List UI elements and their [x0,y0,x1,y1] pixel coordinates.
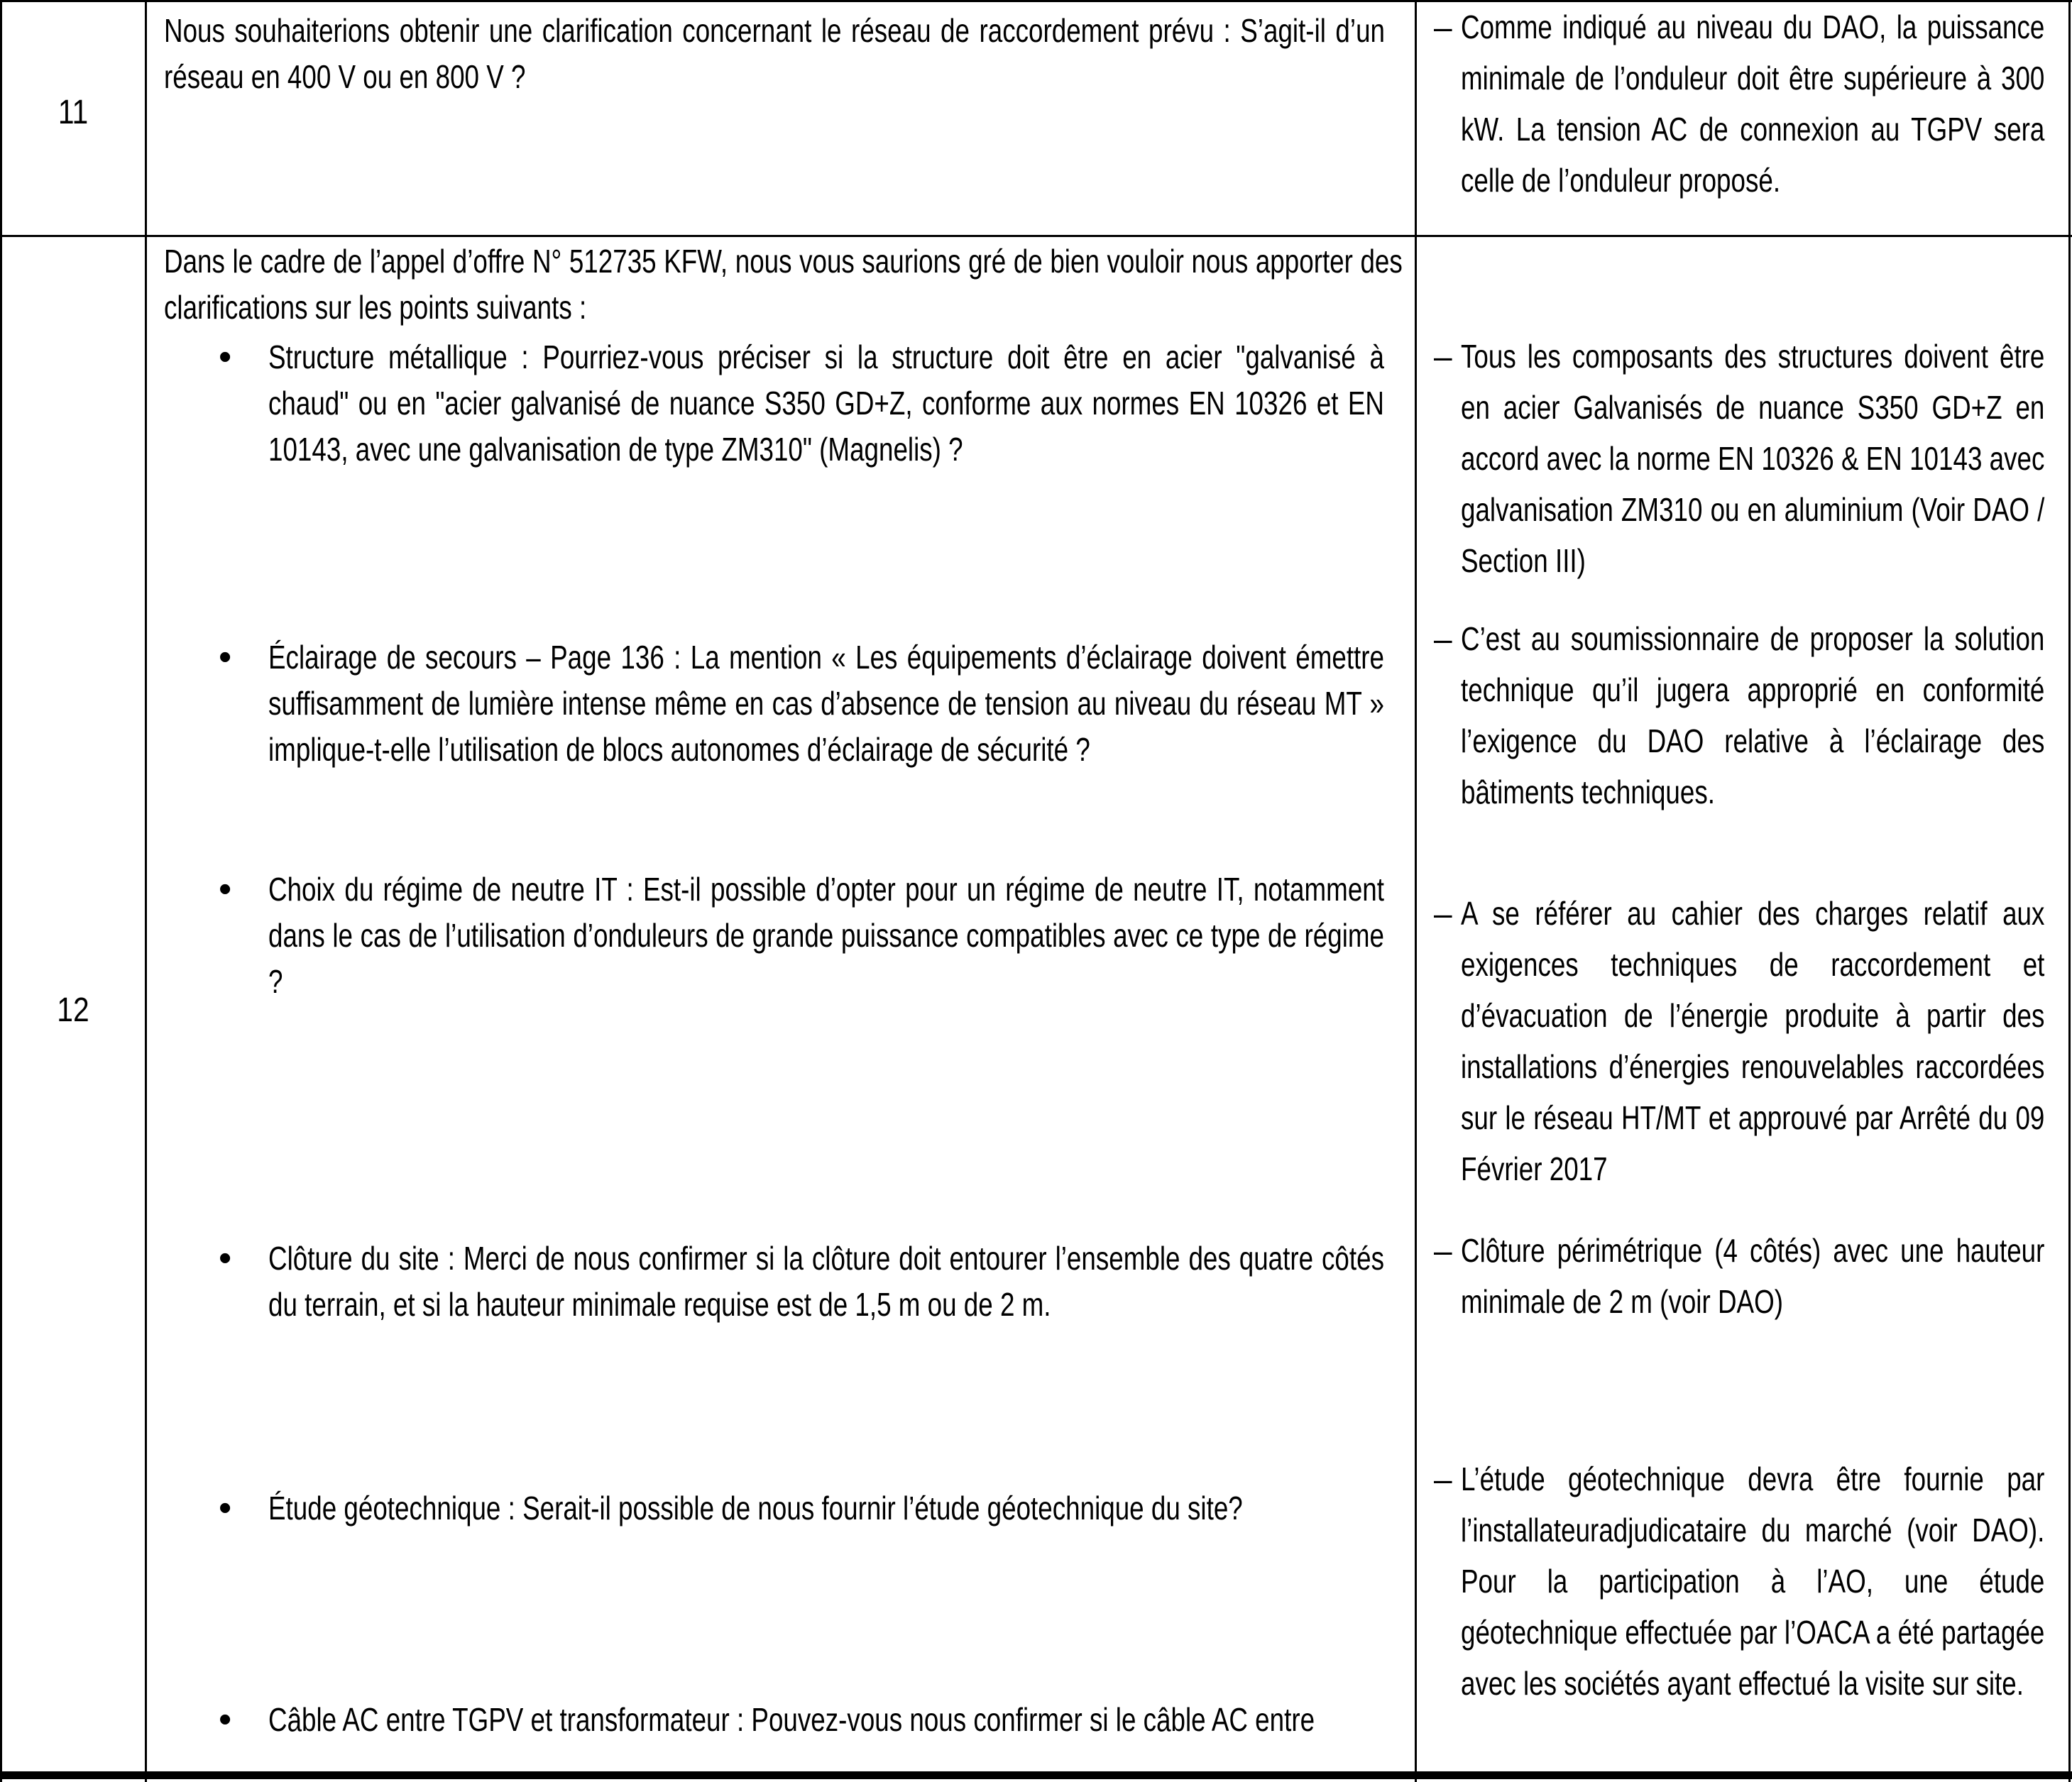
row-divider-11-12 [0,235,2072,237]
column-divider-number [145,0,147,1782]
answer-12-eclairage: C’est au soumissionnaire de proposer la solution technique qu’il jugera approprié en conformité l’exigence du DAO relative à l’éclairage des bâtiments techniques. [1461,620,2045,810]
table-border-left [0,0,2,1782]
answer-dash-icon: – [1434,338,1452,375]
question-12-bullet-eclairage: Éclairage de secours – Page 136 : La mention « Les équipements d’éclairage doivent émettre suffisamment de lumière intense même en cas d’absence de tension au niveau du réseau MT » implique-t-elle l’utilisation de blocs autonomes d’éclairage de sécurité ? [268,639,1384,768]
question-12-bullet-cable-ac: Câble AC entre TGPV et transformateur : Pouvez-vous nous confirmer si le câble AC entre [268,1701,1315,1738]
bullet-icon: • [219,637,232,678]
question-12-bullet-cloture: Clôture du site : Merci de nous confirmer si la clôture doit entourer l’ensemble des quatre côtés du terrain, et si la hauteur minimale requise est de 1,5 m ou de 2 m. [268,1240,1384,1323]
answer-dash-icon: – [1434,895,1452,932]
table-border-bottom [0,1771,2072,1779]
bullet-icon: • [219,1487,232,1529]
question-12-bullet-geotechnique: Étude géotechnique : Serait-il possible de nous fournir l’étude géotechnique du site? [268,1490,1243,1527]
row-11-question: Nous souhaiterions obtenir une clarification concernant le réseau de raccordement prévu : S’agit-il d’un réseau en 400 V ou en 800 V ? [164,12,1385,95]
bullet-icon: • [219,1699,232,1740]
answer-12-cahier-charges: A se référer au cahier des charges relatif aux exigences techniques de raccordement et d’évacuation de l’énergie produite à partir des installations d’énergies renouvelables raccordées sur le réseau HT/MT et approuvé par Arrêté du 09 Février 2017 [1461,895,2045,1187]
bullet-icon: • [219,336,232,378]
row-12-number: 12 [57,991,89,1029]
row-11-number: 11 [57,94,89,131]
answer-dash-icon: – [1434,9,1452,45]
bullet-icon: • [219,1238,232,1279]
answer-dash-icon: – [1434,1461,1452,1497]
answer-12-cloture: Clôture périmétrique (4 côtés) avec une hauteur minimale de 2 m (voir DAO) [1461,1232,2045,1320]
question-12-bullet-structure: Structure métallique : Pourriez-vous préciser si la structure doit être en acier "galvanisé à chaud" ou en "acier galvanisé de nuance S350 GD+Z, conforme aux normes EN 10326 et EN 10143, avec une galvanisation de type ZM310" (Magnelis) ? [268,339,1384,468]
answer-dash-icon: – [1434,1232,1452,1269]
answer-dash-icon: – [1434,620,1452,657]
answer-12-geotechnique: L’étude géotechnique devra être fournie par l’installateuradjudicataire du marché (voir DAO). Pour la participation à l’AO, une étude géotechnique effectuée par l’OACA a été partagée avec les sociétés ayant effectué la visite sur site. [1461,1461,2045,1702]
answer-12-structures: Tous les composants des structures doivent être en acier Galvanisés de nuance S350 GD+Z en accord avec la norme EN 10326 & EN 10143 avec galvanisation ZM310 ou en aluminium (Voir DAO / Section III) [1461,338,2045,579]
bullet-icon: • [219,869,232,910]
question-12-bullet-regime-neutre: Choix du régime de neutre IT : Est-il possible d’opter pour un régime de neutre IT, notamment dans le cas de l’utilisation d’onduleurs de grande puissance compatibles avec ce type de régime ? [268,871,1384,1000]
table-border-right [2068,0,2071,1782]
column-divider-answer [1415,0,1417,1782]
row-11-answer: Comme indiqué au niveau du DAO, la puissance minimale de l’onduleur doit être supérieure à 300 kW. La tension AC de connexion au TGPV sera celle de l’onduleur proposé. [1461,9,2045,199]
row-12-question-intro: Dans le cadre de l’appel d’offre N° 512735 KFW, nous vous saurions gré de bien vouloir nous apporter des clarifications sur les points suivants : [164,243,1403,326]
